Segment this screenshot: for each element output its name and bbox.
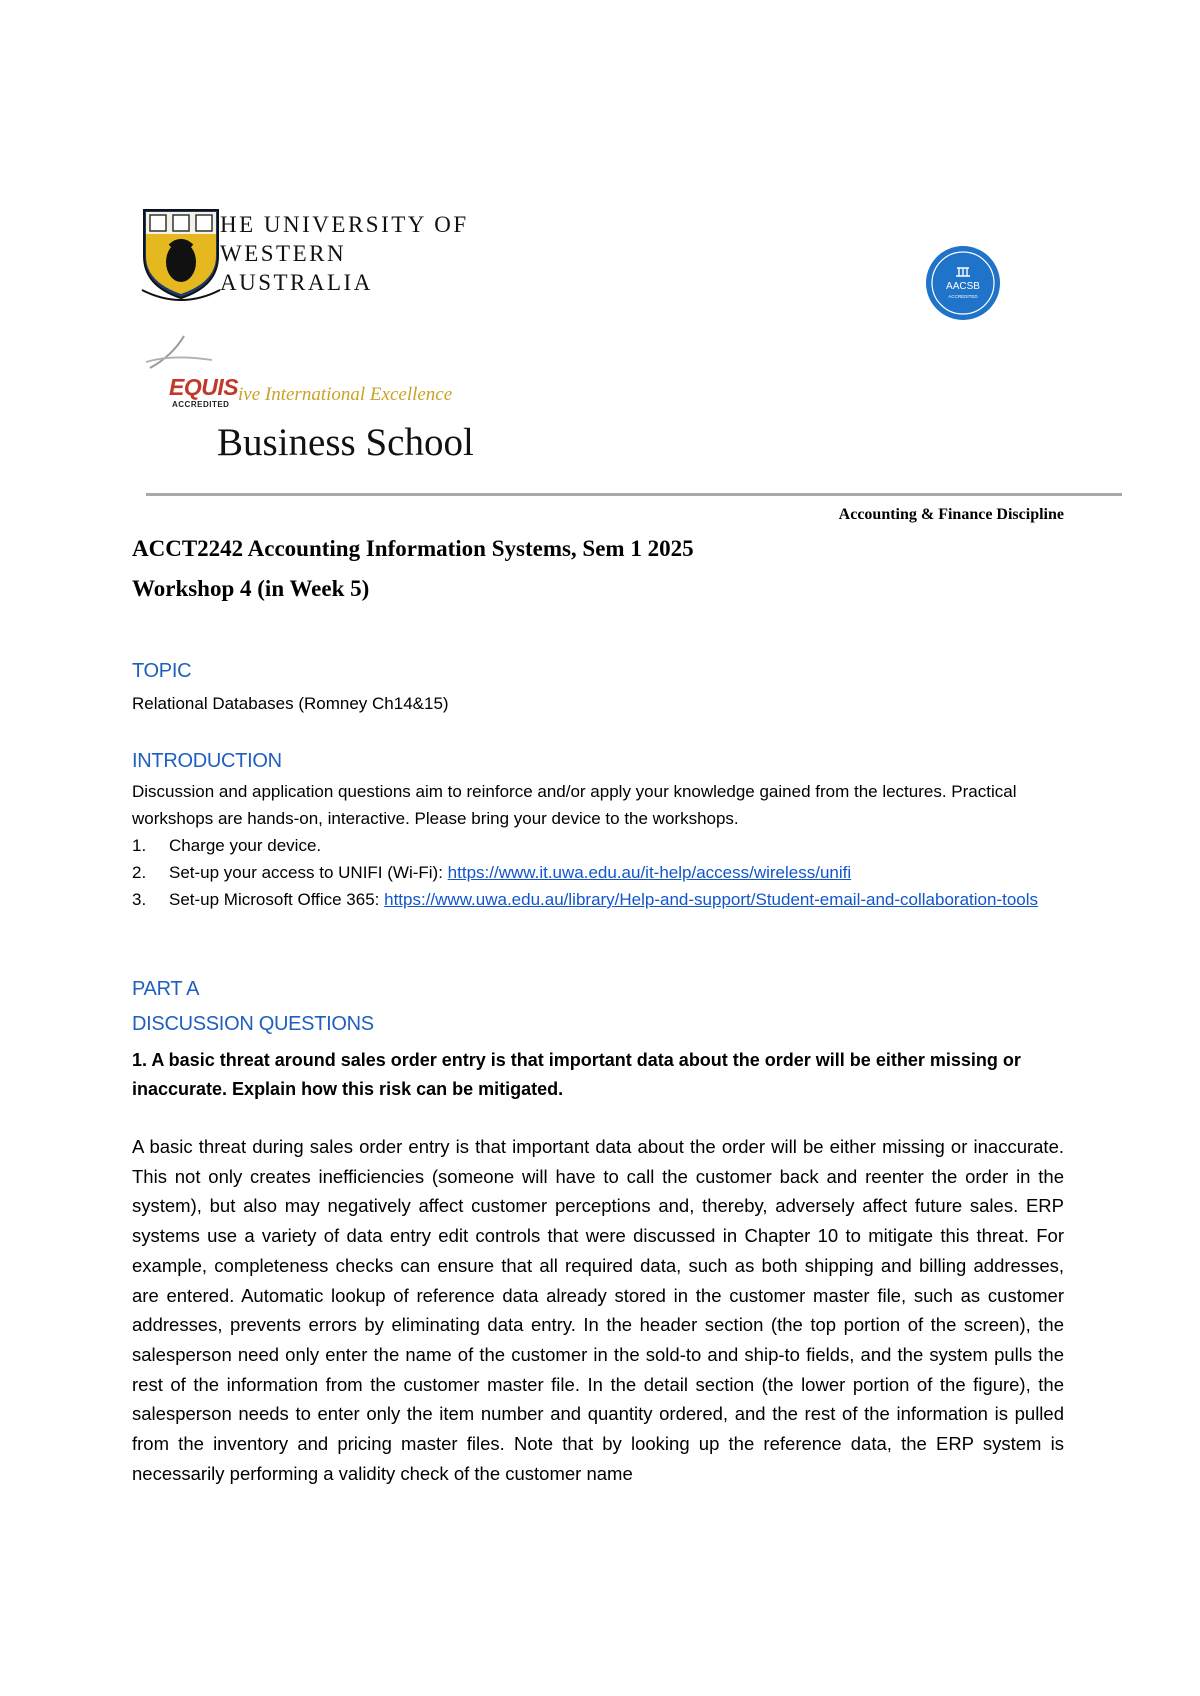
equis-wordmark: EQUIS [169, 374, 239, 400]
list-item [132, 832, 1072, 859]
introduction-paragraph: Discussion and application questions aim to reinforce and/or apply your knowledge gained from the lectures. Practical workshops are hands-on, interactive. Please bring your device to the workshops. [132, 782, 1017, 828]
list-item-text: Set-up Microsoft Office 365: [169, 890, 385, 909]
aacsb-sub-label: ACCREDITED [948, 294, 978, 299]
list-item [132, 886, 1072, 913]
list-item [132, 859, 1072, 886]
university-name-line1: HE UNIVERSITY OF [220, 212, 469, 237]
course-title: ACCT2242 Accounting Information Systems, Sem 1 2025 [132, 536, 694, 561]
aacsb-accredited-logo [924, 244, 1002, 322]
uwa-logo [140, 206, 480, 306]
uwa-crest-icon [140, 206, 222, 302]
equis-accredited-label: ACCREDITED [172, 400, 230, 409]
office365-link[interactable]: https://www.uwa.edu.au/library/Help-and-support/Student-email-and-collaboration-tools [384, 890, 1039, 909]
university-name [220, 210, 480, 297]
business-school-title: Business School [217, 421, 474, 464]
aacsb-label: AACSB [946, 281, 980, 292]
discipline-label: Accounting & Finance Discipline [838, 506, 1064, 523]
list-item-number: 3. [132, 890, 147, 909]
introduction-list [132, 832, 1072, 913]
equis-logo [142, 334, 502, 414]
university-name-line2: WESTERN AUSTRALIA [220, 241, 373, 295]
question-1: 1. A basic threat around sales order entry is that important data about the order will be either missing or inaccurate. Explain how this risk can be mitigated. [132, 1050, 1021, 1099]
list-item-text: Set-up your access to UNIFI (Wi-Fi): [169, 863, 448, 882]
list-item-number: 1. [132, 836, 147, 855]
workshop-title: Workshop 4 (in Week 5) [132, 576, 370, 601]
header-divider [146, 493, 1122, 496]
list-item-text: Charge your device. [169, 836, 322, 855]
answer-1: A basic threat during sales order entry is that important data about the order will be either missing or inaccurate. This not only creates inefficiencies (someone will have to call the customer back and reenter the order in the system), but also may negatively affect customer perceptions and, thereby, adversely affect future sales. ERP systems use a variety of data entry edit controls that were discussed in Chapter 10 to mitigate this threat. For example, completeness checks can ensure that all required data, such as both shipping and billing addresses, are entered. Automatic lookup of reference data already stored in the customer master file, such as customer addresses, prevents errors by eliminating data entry. In the header section (the top portion of the screen), the salesperson need only enter the name of the customer in the sold-to and ship-to fields, and the system pulls the rest of the information from the customer master file. In the detail section (the lower portion of the figure), the salesperson needs to enter only the item number and quantity ordered, and the rest of the information is pulled from the inventory and pricing master files. Note that by looking up the reference data, the ERP system is necessarily performing a validity check of the customer name [132, 1136, 1064, 1484]
equis-tagline: ive International Excellence [238, 384, 453, 405]
introduction-heading: INTRODUCTION [132, 750, 282, 772]
discussion-questions-heading: DISCUSSION QUESTIONS [132, 1013, 374, 1035]
part-a-heading: PART A [132, 978, 200, 1000]
list-item-number: 2. [132, 863, 147, 882]
topic-body: Relational Databases (Romney Ch14&15) [132, 694, 449, 713]
unifi-link[interactable]: https://www.it.uwa.edu.au/it-help/access/wireless/unifi [447, 863, 852, 882]
topic-heading: TOPIC [132, 660, 192, 682]
